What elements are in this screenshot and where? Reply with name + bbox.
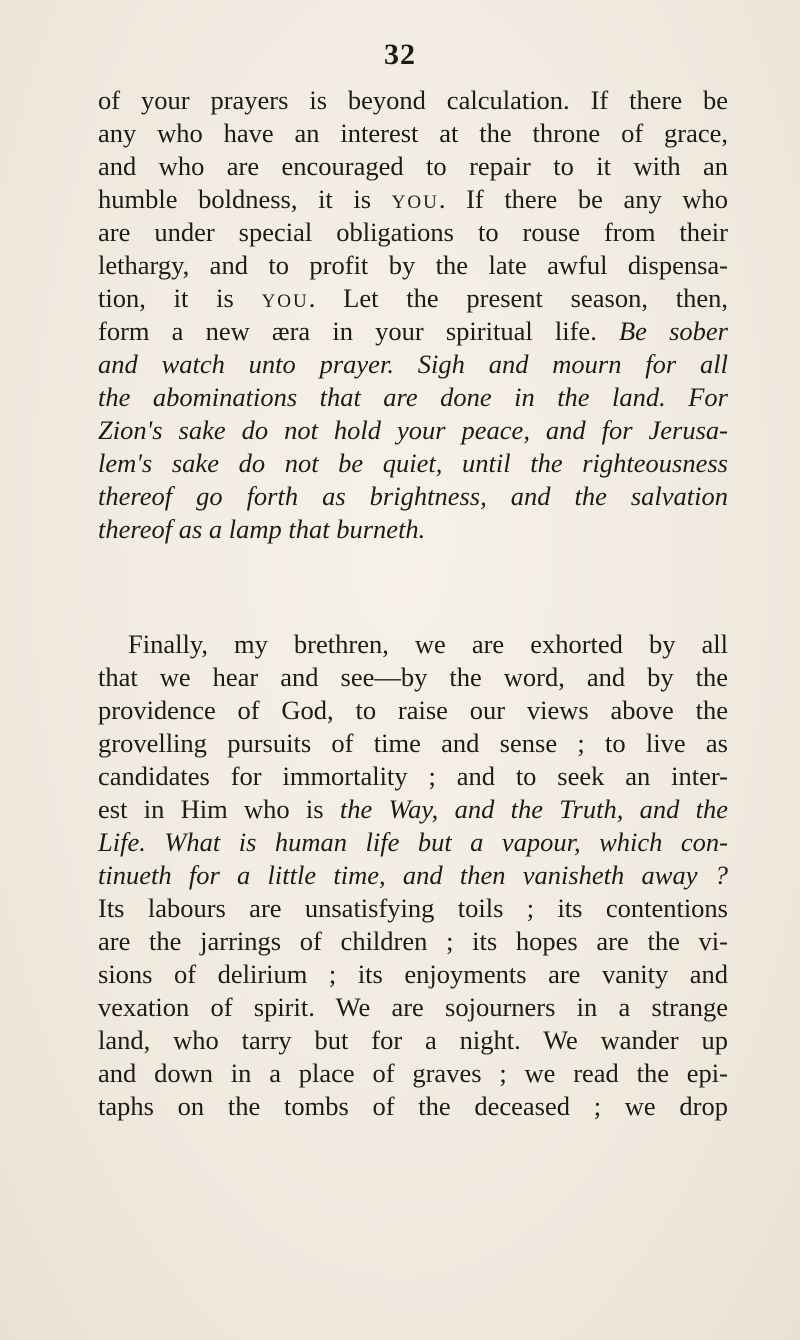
text-run: est in Him who is (98, 794, 340, 824)
text-line (98, 183, 728, 216)
italic-text: and watch unto prayer. Sigh and mourn for all (98, 349, 728, 379)
text-run: providence of God, to raise our views above the (98, 695, 728, 725)
text-line (98, 150, 728, 183)
text-line (98, 958, 728, 991)
paragraph-2 (98, 628, 728, 1123)
small-caps-text: you (261, 283, 309, 313)
italic-text: tinueth for a little time, and then vanisheth away ? (98, 860, 728, 890)
text-line (98, 480, 728, 513)
italic-text: thereof go forth as brightness, and the salvation (98, 481, 728, 511)
text-line (98, 447, 728, 480)
text-run: and who are encouraged to repair to it with an (98, 151, 728, 181)
italic-text: lem's sake do not be quiet, until the righteousness (98, 448, 728, 478)
text-run: tion, it is (98, 283, 262, 313)
text-line (98, 661, 728, 694)
text-run: . Let the present season, then, (308, 283, 728, 313)
italic-text: the Way, and the Truth, and the (339, 794, 728, 824)
text-line (98, 117, 728, 150)
text-line (98, 381, 728, 414)
text-run: grovelling pursuits of time and sense ; to live as (98, 728, 728, 758)
text-line (98, 315, 728, 348)
italic-text: Be sober (618, 316, 728, 346)
text-line (98, 925, 728, 958)
text-line (98, 348, 728, 381)
text-line (98, 727, 728, 760)
italic-text: Life. What is human life but a vapour, which con- (98, 827, 728, 857)
text-line (98, 216, 728, 249)
text-line (98, 513, 728, 546)
text-run: sions of delirium ; its enjoyments are vanity and (98, 959, 728, 989)
text-run: land, who tarry but for a night. We wander up (98, 1025, 728, 1055)
text-run: any who have an interest at the throne of grace, (98, 118, 728, 148)
page-number: 32 (384, 38, 416, 71)
text-line (98, 892, 728, 925)
text-run: vexation of spirit. We are sojourners in a strange (98, 992, 728, 1022)
paragraph-1 (98, 84, 728, 546)
text-line (98, 826, 728, 859)
small-caps-text: you (391, 184, 439, 214)
text-line (98, 628, 728, 661)
text-run: taphs on the tombs of the deceased ; we drop (98, 1091, 728, 1121)
text-line (98, 859, 728, 892)
text-run: and down in a place of graves ; we read the epi- (98, 1058, 728, 1088)
text-run: of your prayers is beyond calculation. If there be (98, 85, 728, 115)
text-line (98, 1057, 728, 1090)
text-run: form a new æra in your spiritual life. (98, 316, 619, 346)
text-line (98, 1024, 728, 1057)
text-line (98, 793, 728, 826)
text-line (98, 1090, 728, 1123)
text-run: are under special obligations to rouse from their (98, 217, 728, 247)
text-line (98, 694, 728, 727)
text-line (98, 282, 728, 315)
text-run: candidates for immortality ; and to seek an inter- (98, 761, 728, 791)
text-line (98, 249, 728, 282)
text-run: that we hear and see—by the word, and by the (98, 662, 728, 692)
text-run: Its labours are unsatisfying toils ; its contentions (98, 893, 728, 923)
text-line (98, 991, 728, 1024)
text-line (98, 84, 728, 117)
text-run: humble boldness, it is (98, 184, 392, 214)
italic-text: the abominations that are done in the land. For (98, 382, 728, 412)
text-line (98, 760, 728, 793)
text-run: Finally, my brethren, we are exhorted by all (128, 629, 728, 659)
italic-text: Zion's sake do not hold your peace, and for Jerusa- (98, 415, 728, 445)
text-run: . If there be any who (438, 184, 728, 214)
text-run: are the jarrings of children ; its hopes are the vi- (98, 926, 728, 956)
italic-text: thereof as a lamp that burneth. (98, 514, 426, 544)
text-line (98, 414, 728, 447)
text-run: lethargy, and to profit by the late awful dispensa- (98, 250, 728, 280)
